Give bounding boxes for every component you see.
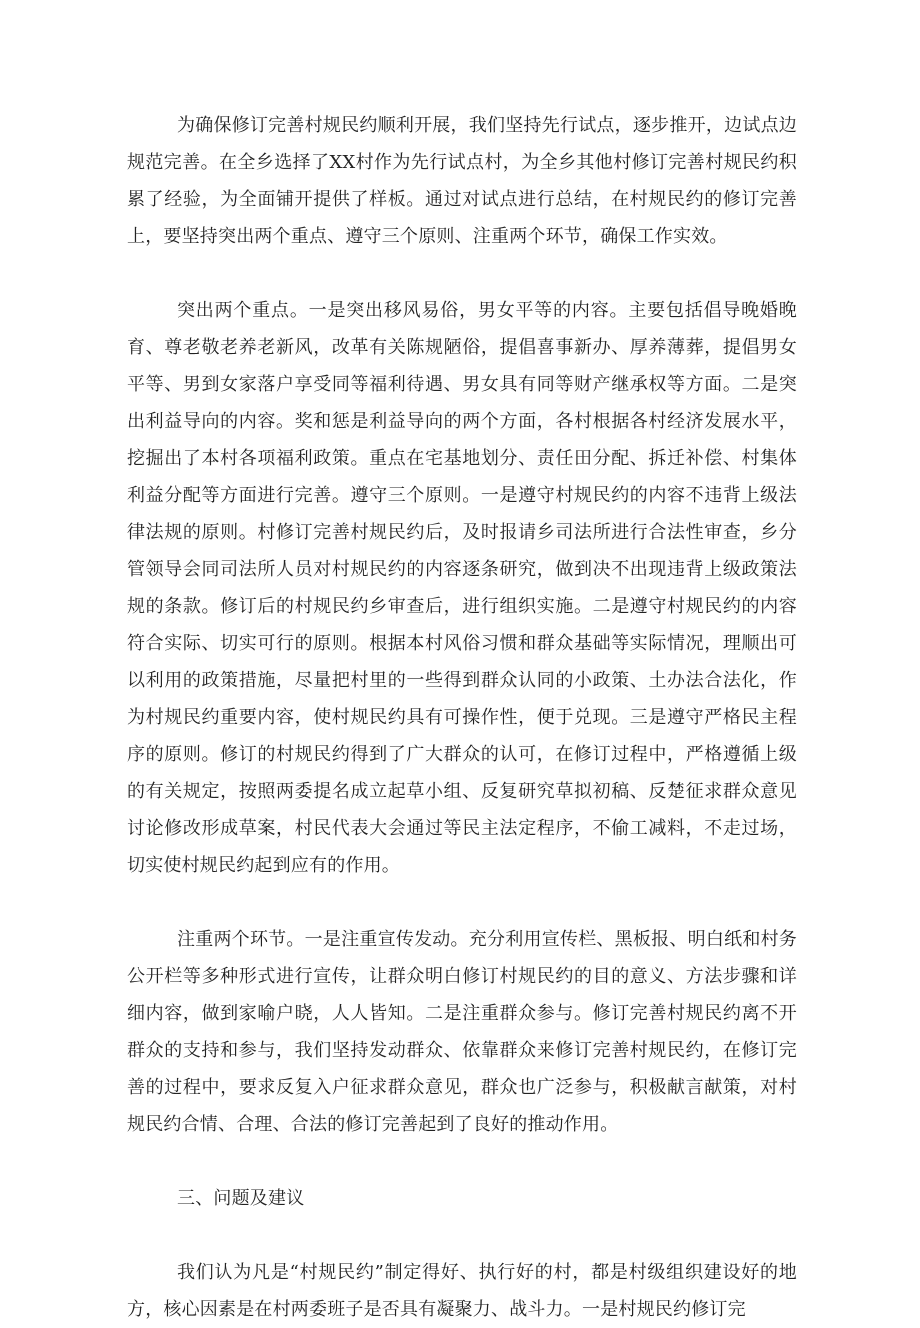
paragraph-two-links: 注重两个环节。一是注重宣传发动。充分利用宣传栏、黑板报、明白纸和村务公开栏等多种形式进行宣传，让群众明白修订村规民约的目的意义、方法步骤和详细内容，做到家喻户晓，人人皆知。二是注重群众参与。修订完善村规民约离不开群众的支持和参与，我们坚持发动群众、依靠群众来修订完善村规民约，在修订完善的过程中，要求反复入户征求群众意见，群众也广泛参与，积极献言献策，对村规民约合情、合理、合法的修订完善起到了良好的推动作用。 <box>127 929 797 1135</box>
paragraph-conclusion-partial: 我们认为凡是“村规民约”制定得好、执行好的村，都是村级组织建设好的地方，核心因素是在村两委班子是否具有凝聚力、战斗力。一是村规民约修订完 <box>127 1262 797 1320</box>
section-heading: 三、问题及建议 <box>177 1188 305 1209</box>
document-body <box>127 107 797 1328</box>
paragraph-two-focuses-three-principles: 突出两个重点。一是突出移风易俗，男女平等的内容。主要包括倡导晚婚晚育、尊老敬老养老新风，改革有关陈规陋俗，提倡喜事新办、厚养薄葬，提倡男女平等、男到女家落户享受同等福利待遇、男女具有同等财产继承权等方面。二是突出利益导向的内容。奖和惩是利益导向的两个方面，各村根据各村经济发展水平，挖掘出了本村各项福利政策。重点在宅基地划分、责任田分配、拆迁补偿、村集体利益分配等方面进行完善。遵守三个原则。一是遵守村规民约的内容不违背上级法律法规的原则。村修订完善村规民约后，及时报请乡司法所进行合法性审查，乡分管领导会同司法所人员对村规民约的内容逐条研究，做到决不出现违背上级政策法规的条款。修订后的村规民约乡审查后，进行组织实施。二是遵守村规民约的内容符合实际、切实可行的原则。根据本村风俗习惯和群众基础等实际情况，理顺出可以利用的政策措施，尽量把村里的一些得到群众认同的小政策、土办法合法化，作为村规民约重要内容，使村规民约具有可操作性，便于兑现。三是遵守严格民主程序的原则。修订的村规民约得到了广大群众的认可，在修订过程中，严格遵循上级的有关规定，按照两委提名成立起草小组、反复研究草拟初稿、反楚征求群众意见讨论修改形成草案，村民代表大会通过等民主法定程序，不偷工减料，不走过场，切实使村规民约起到应有的作用。 <box>127 300 797 876</box>
paragraph-pilot-trial: 为确保修订完善村规民约顺利开展，我们坚持先行试点，逐步推开，边试点边规范完善。在全乡选择了XX村作为先行试点村，为全乡其他村修订完善村规民约积累了经验，为全面铺开提供了样板。通过对试点进行总结，在村规民约的修订完善上，要坚持突出两个重点、遵守三个原则、注重两个环节，确保工作实效。 <box>127 115 797 247</box>
